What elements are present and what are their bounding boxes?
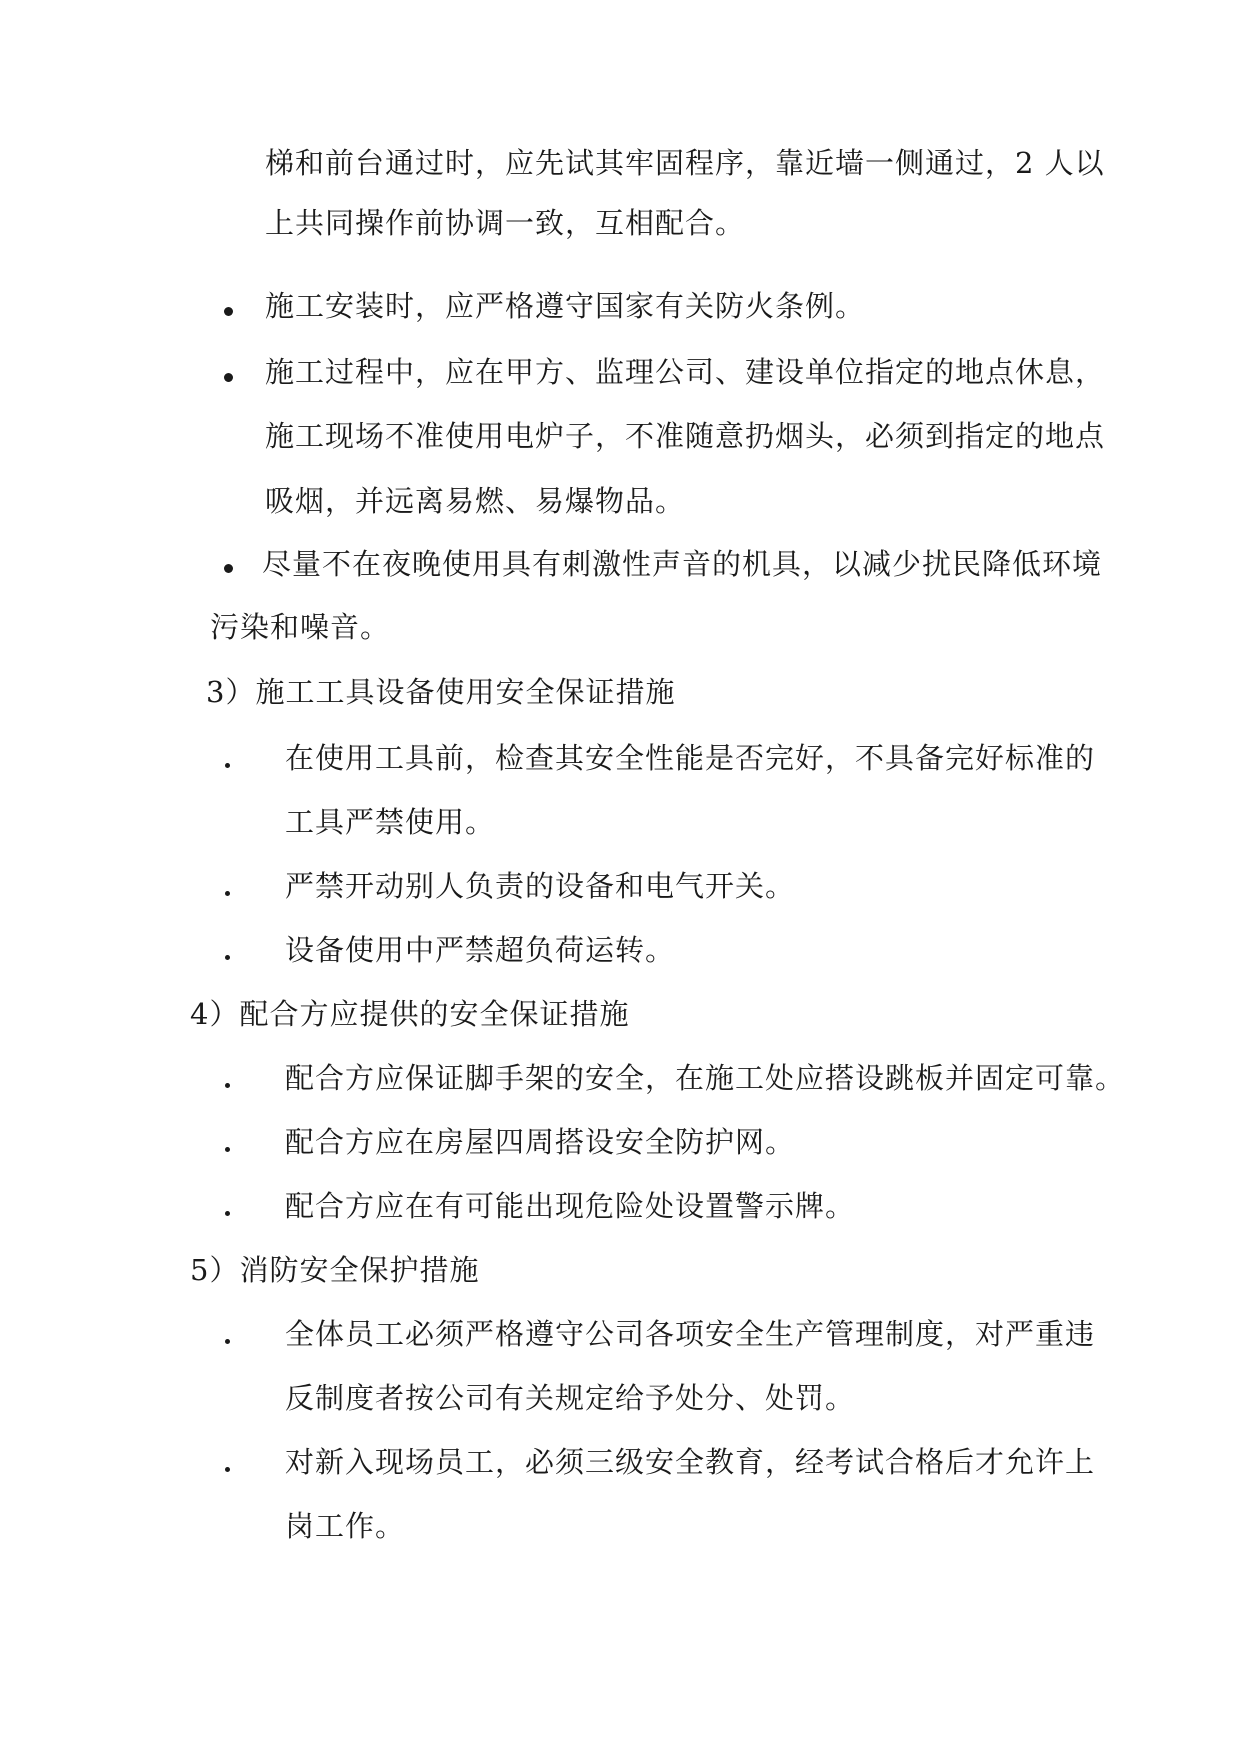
list-item-text: 配合方应保证脚手架的安全，在施工处应搭设跳板并固定可靠。	[285, 1061, 1126, 1095]
list-item-text: 配合方应在房屋四周搭设安全防护网。	[285, 1125, 796, 1159]
paragraph-line: 反制度者按公司有关规定给予处分、处罚。	[285, 1381, 856, 1415]
paragraph-line: 岗工作。	[285, 1509, 406, 1543]
bullet-icon	[224, 307, 233, 316]
section-heading: 4）配合方应提供的安全保证措施	[190, 997, 630, 1031]
list-item-text: 对新入现场员工，必须三级安全教育，经考试合格后才允许上	[285, 1445, 1096, 1479]
list-item-text: 施工过程中，应在甲方、监理公司、建设单位指定的地点休息，	[265, 355, 1106, 389]
bullet-icon	[225, 1147, 230, 1152]
list-item-text: 设备使用中严禁超负荷运转。	[285, 933, 676, 967]
bullet-icon	[225, 763, 230, 768]
paragraph-line: 施工现场不准使用电炉子，不准随意扔烟头，必须到指定的地点	[265, 419, 1106, 453]
list-item-text: 在使用工具前，检查其安全性能是否完好，不具备完好标准的	[285, 741, 1096, 775]
list-item-text: 全体员工必须严格遵守公司各项安全生产管理制度，对严重违	[285, 1317, 1096, 1351]
bullet-icon	[225, 1467, 230, 1472]
section-heading: 5）消防安全保护措施	[190, 1253, 480, 1287]
paragraph-line: 吸烟，并远离易燃、易爆物品。	[265, 484, 686, 518]
list-item-text: 严禁开动别人负责的设备和电气开关。	[285, 869, 796, 903]
list-item-text: 施工安装时，应严格遵守国家有关防火条例。	[265, 289, 866, 323]
bullet-icon	[225, 1339, 230, 1344]
bullet-icon	[224, 373, 233, 382]
section-heading: 3）施工工具设备使用安全保证措施	[206, 675, 676, 709]
bullet-icon	[225, 955, 230, 960]
bullet-icon	[225, 1083, 230, 1088]
bullet-icon	[224, 564, 233, 573]
list-item-text: 尽量不在夜晚使用具有刺激性声音的机具，以减少扰民降低环境	[262, 547, 1103, 581]
paragraph-line: 梯和前台通过时，应先试其牢固程序，靠近墙一侧通过，2 人以	[265, 146, 1105, 180]
paragraph-line: 上共同操作前协调一致，互相配合。	[265, 206, 746, 240]
paragraph-line: 工具严禁使用。	[285, 805, 496, 839]
list-item-text: 配合方应在有可能出现危险处设置警示牌。	[285, 1189, 856, 1223]
paragraph-line: 污染和噪音。	[210, 610, 391, 644]
bullet-icon	[225, 891, 230, 896]
bullet-icon	[225, 1211, 230, 1216]
